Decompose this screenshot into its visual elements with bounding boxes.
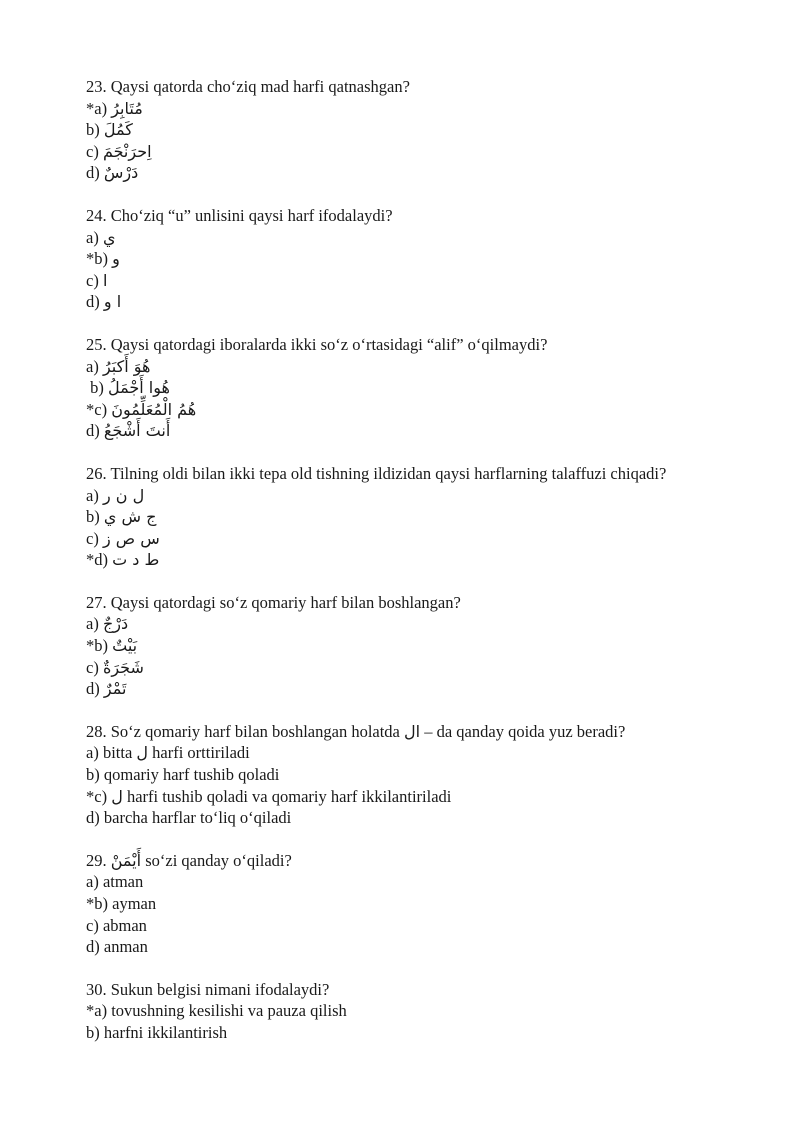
- question-title-text: 28. So‘z qomariy harf bilan boshlangan holatda: [86, 721, 405, 741]
- question-29: [86, 850, 776, 958]
- option-label: d) anman: [86, 937, 148, 957]
- answer-option: [86, 807, 776, 829]
- question-30: [86, 979, 776, 1044]
- answer-option: [86, 678, 776, 700]
- question-26: [86, 463, 776, 571]
- option-label: b): [86, 507, 104, 527]
- answer-option: [86, 635, 776, 657]
- option-arabic: بَيْتٌ: [112, 636, 138, 656]
- option-arabic: تَمْرٌ: [103, 679, 127, 699]
- option-arabic: ج ش ي: [103, 507, 157, 527]
- answer-option: [86, 613, 776, 635]
- option-label: b) harfni ikkilantirish: [86, 1022, 228, 1042]
- option-label: *a): [86, 98, 112, 118]
- option-label: *b): [86, 636, 113, 656]
- answer-option: [86, 485, 776, 507]
- option-arabic: ي: [102, 227, 116, 247]
- option-label: a) bitta: [86, 743, 137, 763]
- answer-option: [86, 742, 776, 764]
- question-title-text: so‘zi qanday o‘qiladi?: [141, 850, 292, 870]
- answer-option: [86, 227, 776, 249]
- answer-option: [86, 1000, 776, 1022]
- answer-option: [86, 1022, 776, 1044]
- answer-option: [86, 786, 776, 808]
- answer-option: [86, 893, 776, 915]
- option-arabic: ل: [111, 786, 123, 806]
- option-label: c): [86, 270, 103, 290]
- option-label: a): [86, 356, 103, 376]
- question-title: 23. Qaysi qatorda cho‘ziq mad harfi qatnashgan?: [86, 77, 410, 96]
- option-label: *a) tovushning kesilishi va pauza qilish: [86, 1001, 347, 1021]
- option-arabic: أَنتَ أَشْجَعُ: [103, 421, 171, 441]
- option-arabic: شَجَرَةٌ: [102, 657, 144, 677]
- option-arabic: ل: [136, 743, 149, 763]
- answer-option: [86, 98, 776, 120]
- option-text: harfi orttiriladi: [148, 743, 250, 763]
- option-label: *b) ayman: [86, 894, 157, 913]
- question-title: 30. Sukun belgisi nimani ifodalaydi?: [86, 979, 330, 999]
- option-label: d): [86, 163, 104, 183]
- answer-option: [86, 506, 776, 528]
- option-label: a): [86, 485, 103, 505]
- option-label: b): [86, 120, 104, 140]
- answer-option: [86, 915, 776, 937]
- option-arabic: هُمُ الْمُعَلِّمُونَ: [111, 399, 197, 419]
- option-arabic: هُوا أَجْمَلُ: [108, 378, 170, 398]
- question-title: 27. Qaysi qatordagi so‘z qomariy harf bilan boshlangan?: [86, 592, 461, 612]
- option-arabic: ا: [102, 270, 108, 290]
- option-arabic: اِحرَنْجَمَ: [102, 141, 152, 161]
- question-title-arabic: أَيْمَنْ: [110, 850, 142, 870]
- question-title-text: – da qanday qoida yuz beradi?: [420, 721, 626, 741]
- option-label: d): [86, 421, 104, 441]
- option-label: d) barcha harflar to‘liq o‘qiladi: [86, 808, 292, 828]
- question-23: [86, 76, 776, 184]
- question-25: [86, 334, 776, 442]
- option-label: a) atman: [86, 872, 144, 892]
- question-28: [86, 721, 776, 829]
- answer-option: [86, 291, 776, 313]
- answer-option: [86, 936, 776, 958]
- option-arabic: دَرْسٌ: [103, 163, 139, 183]
- answer-option: [86, 377, 776, 399]
- answer-option: [86, 119, 776, 141]
- option-label: c): [86, 141, 103, 161]
- quiz-page: [86, 76, 776, 1065]
- option-arabic: و: [112, 249, 120, 269]
- answer-option: [86, 270, 776, 292]
- question-title: 25. Qaysi qatordagi iboralarda ikki so‘z o‘rtasidagi “alif” o‘qilmaydi?: [86, 334, 548, 354]
- option-label: *d): [86, 550, 113, 570]
- answer-option: [86, 657, 776, 679]
- option-label: a): [86, 614, 103, 634]
- answer-option: [86, 528, 776, 550]
- question-24: [86, 205, 776, 313]
- option-label: *c): [86, 399, 112, 419]
- answer-option: [86, 764, 776, 786]
- answer-option: [86, 420, 776, 442]
- option-label: a): [86, 227, 103, 247]
- answer-option: [86, 399, 776, 421]
- answer-option: [86, 141, 776, 163]
- option-arabic: هُوَ أَكبَرُ: [102, 356, 151, 376]
- option-label: d): [86, 679, 104, 699]
- answer-option: [86, 248, 776, 270]
- option-arabic: س ص ز: [102, 528, 160, 548]
- option-arabic: ا و: [103, 292, 122, 312]
- answer-option: [86, 549, 776, 571]
- answer-option: [86, 871, 776, 893]
- question-title: 26. Tilning oldi bilan ikki tepa old tishning ildizidan qaysi harflarning talaffuzi chiqadi?: [86, 463, 667, 483]
- question-27: [86, 592, 776, 700]
- question-title: [86, 850, 776, 872]
- question-title-arabic: ال: [404, 721, 421, 741]
- option-arabic: مُتَابِرُ: [111, 98, 143, 118]
- answer-option: [86, 162, 776, 184]
- question-title-text: 29.: [86, 850, 111, 870]
- question-title: 24. Cho‘ziq “u” unlisini qaysi harf ifodalaydi?: [86, 205, 393, 225]
- option-label: *c): [86, 786, 112, 806]
- answer-option: [86, 356, 776, 378]
- option-label: c): [86, 657, 103, 677]
- option-label: b): [86, 378, 108, 398]
- option-label: c) abman: [86, 915, 147, 935]
- option-text: harfi tushib qoladi va qomariy harf ikkilantiriladi: [122, 786, 452, 806]
- option-label: b) qomariy harf tushib qoladi: [86, 765, 280, 785]
- option-label: *b): [86, 249, 113, 269]
- option-label: c): [86, 528, 103, 548]
- option-arabic: دَرْجٌ: [102, 614, 129, 634]
- option-arabic: كَمُلَ: [103, 120, 133, 140]
- question-title: [86, 721, 776, 743]
- option-label: d): [86, 292, 104, 312]
- option-arabic: ل ن ر: [102, 485, 145, 505]
- option-arabic: ط د ت: [112, 550, 160, 570]
